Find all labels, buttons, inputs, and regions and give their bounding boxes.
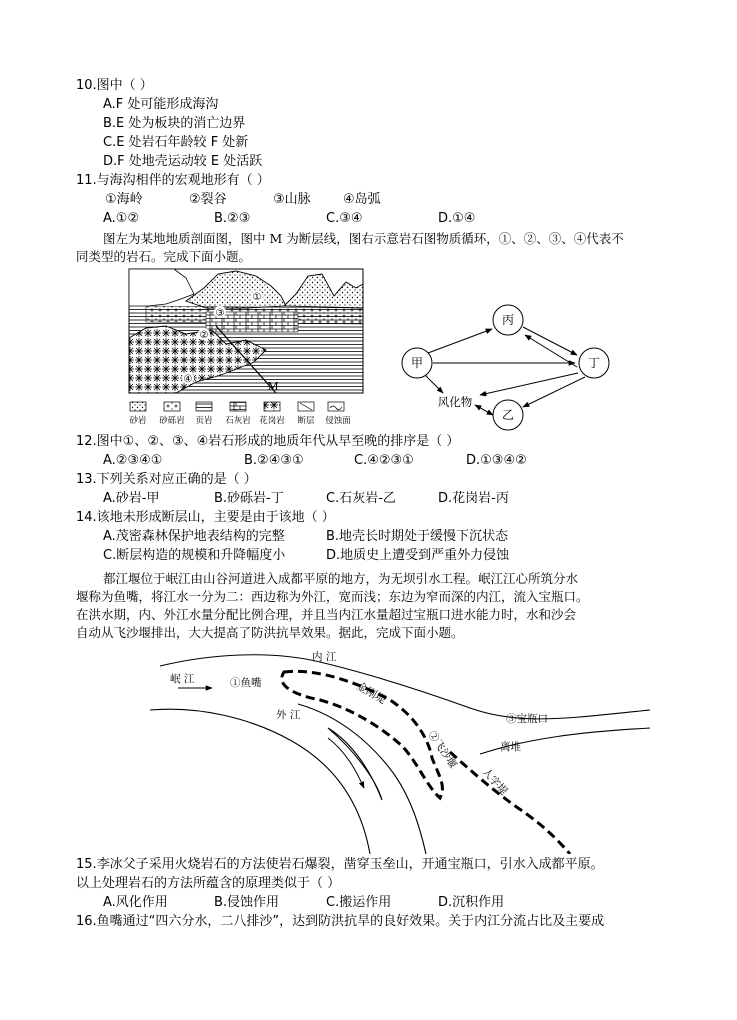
node-jia: 甲	[410, 356, 424, 370]
q15-option-b[interactable]: B.侵蚀作用	[214, 895, 280, 910]
q15-option-d[interactable]: D.沉积作用	[438, 895, 505, 910]
geologic-section-figure	[126, 266, 366, 430]
q11-item: ②裂谷	[189, 192, 227, 207]
q14-option-c[interactable]: C.断层构造的规模和升降幅度小	[103, 548, 286, 563]
q12-option-c[interactable]: C.④②③①	[354, 453, 414, 468]
label-feishayan: ②飞沙堰	[425, 728, 459, 771]
fault-label-m: M	[267, 380, 279, 393]
q15-line1: 15.李冰父子采用火烧岩石的方法使岩石爆裂，凿穿玉垒山，开通宝瓶口，引水入成都平原。	[76, 857, 604, 872]
node-ding: 丁	[587, 356, 601, 370]
label-yuzui: ①鱼嘴	[230, 677, 262, 689]
legend-label: 砂砾岩	[159, 416, 185, 426]
q10-option-b[interactable]: B.E 处为板块的消亡边界	[103, 116, 246, 131]
q13-options	[0, 490, 737, 507]
q14-option-d[interactable]: D.地质史上遭受到严重外力侵蚀	[326, 548, 510, 563]
legend-label: 断层	[297, 416, 315, 426]
q14-option-a[interactable]: A.茂密森林保护地表结构的完整	[103, 529, 285, 544]
section-label: ②	[199, 330, 209, 341]
label-lidui: 离堆	[500, 741, 521, 753]
q12-options	[0, 452, 737, 469]
label-jingangdi: 金刚堤	[354, 680, 388, 707]
q14-stem: 14.该地未形成断层山，主要是由于该地（ ）	[76, 510, 335, 525]
intro2-line3: 在洪水期，内、外江水量分配比例合理，并且当内江水量超过宝瓶口进水能力时，水和沙会	[76, 607, 577, 622]
q12-option-d[interactable]: D.①③④②	[466, 453, 527, 468]
q12-option-b[interactable]: B.②④③①	[244, 453, 304, 468]
q11-item: ③山脉	[273, 192, 311, 207]
q10-option-a[interactable]: A.F 处可能形成海沟	[103, 97, 219, 112]
label-renzidi: 人字堤	[479, 765, 510, 798]
intro1-line1: 图左为某地地质剖面图，图中 M 为断层线，图右示意岩石图物质循环，①、②、③、④代表不	[103, 231, 624, 246]
label-baopingkou: ③宝瓶口	[506, 713, 548, 725]
q12-option-a[interactable]: A.②③④①	[103, 453, 163, 468]
q11-items	[0, 191, 737, 208]
q15-option-c[interactable]: C.搬运作用	[326, 895, 392, 910]
section-label: ①	[252, 292, 262, 303]
node-yi: 乙	[501, 408, 515, 422]
node-bing: 丙	[501, 313, 515, 327]
q13-stem: 13.下列关系对应正确的是（ ）	[76, 472, 257, 487]
legend-label: 花岗岩	[259, 416, 285, 426]
intro1-line2: 同类型的岩石。完成下面小题。	[76, 249, 252, 264]
q11-option-b[interactable]: B.②③	[214, 211, 251, 226]
q14-option-b[interactable]: B.地壳长时期处于缓慢下沉状态	[326, 529, 509, 544]
legend-label: 侵蚀面	[325, 416, 351, 426]
label-minjiang: 岷 江	[170, 673, 195, 685]
q10-stem: 10.图中（ ）	[76, 78, 153, 93]
q11-option-d[interactable]: D.①④	[438, 211, 476, 226]
label-neijiang: 内 江	[312, 651, 337, 663]
q11-stem: 11.与海沟相伴的宏观地形有（ ）	[76, 173, 270, 188]
q16-line1: 16.鱼嘴通过“四六分水，二八排沙”，达到防洪抗旱的良好效果。关于内江分流占比及主要成	[76, 914, 605, 929]
q11-item: ④岛弧	[343, 192, 381, 207]
q11-option-c[interactable]: C.③④	[326, 211, 363, 226]
section-label: ④	[183, 374, 193, 385]
q13-option-c[interactable]: C.石灰岩-乙	[326, 491, 396, 506]
q13-option-a[interactable]: A.砂岩-甲	[103, 491, 160, 506]
q12-stem: 12.图中①、②、③、④岩石形成的地质年代从早至晚的排序是（ ）	[76, 434, 460, 449]
q13-option-b[interactable]: B.砂砾岩-丁	[214, 491, 284, 506]
intro2-line2: 堰称为鱼嘴，将江水一分为二：西边称为外江，宽而浅；东边为窄而深的内江，流入宝瓶口。	[76, 589, 589, 604]
legend-label: 页岩	[195, 416, 213, 426]
legend-label: 石灰岩	[225, 416, 251, 426]
q11-options	[0, 210, 737, 227]
dujiangyan-map	[150, 648, 660, 854]
q11-item: ①海岭	[105, 192, 143, 207]
q10-option-d[interactable]: D.F 处地壳运动较 E 处活跃	[103, 154, 263, 169]
q10-option-c[interactable]: C.E 处岩石年龄较 F 处新	[103, 135, 249, 150]
q15-options	[0, 894, 737, 911]
label-waijiang: 外 江	[276, 709, 301, 721]
section-label: ③	[215, 308, 225, 319]
q15-line2: 以上处理岩石的方法所蕴含的原理类似于（ ）	[76, 876, 341, 891]
legend-label: 砂岩	[129, 416, 147, 426]
weathering-label: 风化物	[437, 395, 473, 409]
q15-option-a[interactable]: A.风化作用	[103, 895, 168, 910]
rock-cycle-figure	[395, 295, 625, 435]
q13-option-d[interactable]: D.花岗岩-丙	[438, 491, 509, 506]
intro2-line1: 都江堰位于岷江由山谷河道进入成都平原的地方，为无坝引水工程。岷江江心所筑分水	[103, 571, 579, 586]
intro2-line4: 自动从飞沙堰排出，大大提高了防洪抗旱效果。据此，完成下面小题。	[76, 625, 464, 640]
q11-option-a[interactable]: A.①②	[103, 211, 140, 226]
